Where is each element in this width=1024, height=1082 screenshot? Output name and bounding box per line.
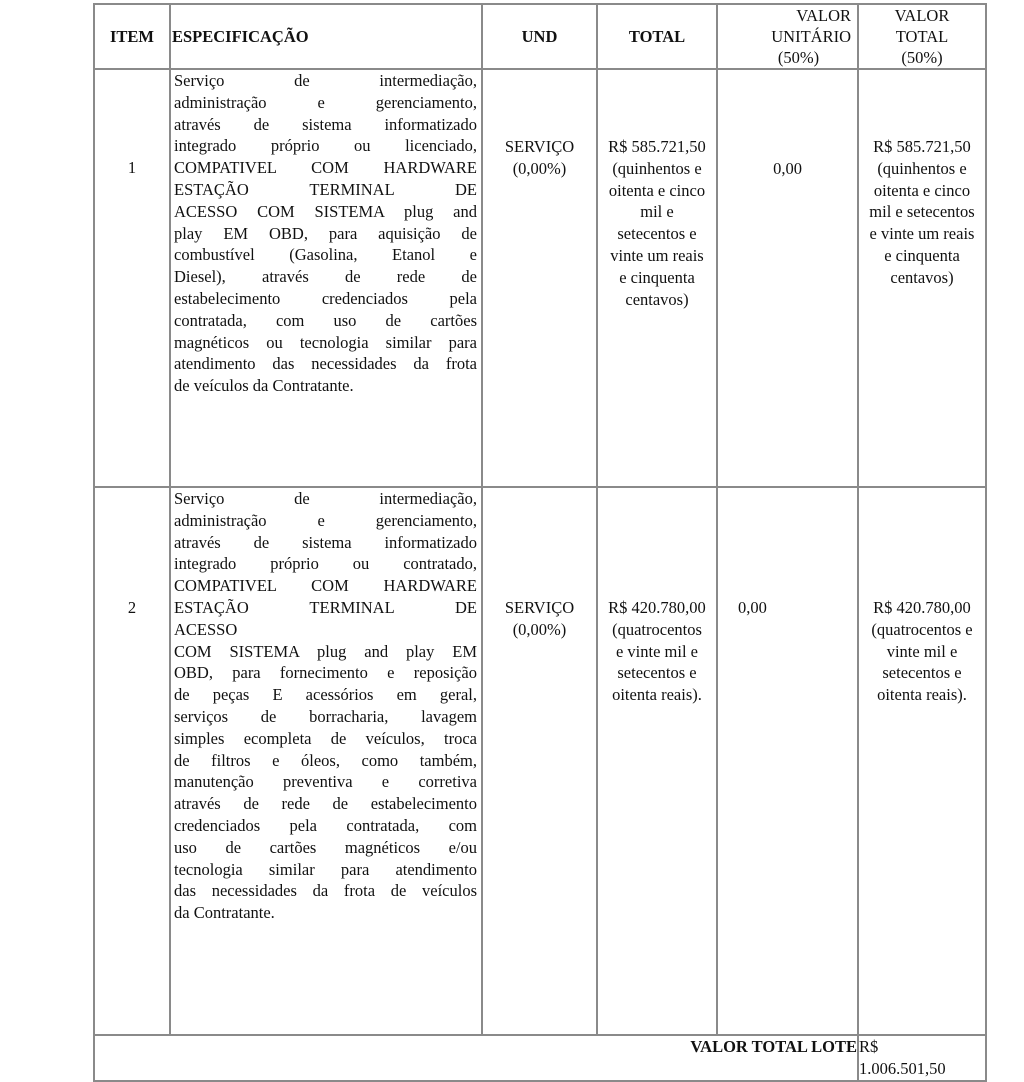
total-line: vinte um reais bbox=[610, 245, 704, 265]
total-line: oitenta e cinco bbox=[608, 180, 706, 200]
header-vt-line: (50%) bbox=[901, 48, 943, 67]
total-text bbox=[598, 136, 716, 310]
total-line: setecentos e bbox=[617, 663, 697, 683]
valor-total-line: (quatrocentos e bbox=[871, 619, 973, 639]
total-line: e vinte mil e bbox=[615, 641, 699, 661]
item-valor-total bbox=[858, 69, 986, 487]
valor-total-line: setecentos e bbox=[882, 663, 962, 683]
total-line: R$ 585.721,50 bbox=[608, 137, 706, 156]
item-number: 2 bbox=[94, 487, 170, 1035]
total-text bbox=[598, 597, 716, 706]
total-line: R$ 420.780,00 bbox=[608, 598, 706, 617]
spec-line: estabelecimento credenciados pela bbox=[174, 288, 477, 308]
total-line: setecentos e bbox=[617, 224, 697, 244]
spec-line: COMPATIVEL COM HARDWARE bbox=[174, 158, 477, 178]
valor-total-line: e vinte um reais bbox=[869, 224, 975, 244]
total-line: centavos) bbox=[625, 289, 689, 309]
spec-line: Diesel), através de rede de bbox=[174, 267, 477, 287]
spec-line: através de sistema informatizado bbox=[174, 532, 477, 552]
und-line: (0,00%) bbox=[512, 158, 567, 178]
total-lote-label: VALOR TOTAL LOTE bbox=[94, 1035, 858, 1081]
valor-total-line: R$ 420.780,00 bbox=[873, 598, 971, 617]
spec-line: da Contratante. bbox=[174, 903, 275, 923]
spec-line: atendimento das necessidades da frota bbox=[174, 354, 477, 374]
spec-line: Serviço de intermediação, bbox=[174, 489, 477, 508]
spec-line: play EM OBD, para aquisição de bbox=[174, 223, 477, 243]
spec-text bbox=[171, 70, 481, 397]
valor-total-line: (quinhentos e bbox=[877, 158, 967, 178]
total-lote-value-line: 1.006.501,50 bbox=[859, 1058, 946, 1078]
spec-line: das necessidades da frota de veículos bbox=[174, 881, 477, 901]
spec-line: ESTAÇÃO TERMINAL DE bbox=[174, 179, 477, 199]
item-valor-unitario: 0,00 bbox=[717, 487, 858, 1035]
price-table bbox=[93, 3, 987, 1082]
item-total bbox=[597, 487, 717, 1035]
valor-total-line: e cinquenta bbox=[884, 245, 960, 265]
total-line: (quinhentos e bbox=[612, 158, 702, 178]
item-valor-total bbox=[858, 487, 986, 1035]
spec-text bbox=[171, 488, 481, 924]
valor-total-line: vinte mil e bbox=[886, 641, 958, 661]
spec-line: de peças E acessórios em geral, bbox=[174, 685, 477, 705]
spec-line: Serviço de intermediação, bbox=[174, 71, 477, 90]
header-vt-line: TOTAL bbox=[895, 27, 949, 46]
spec-line: contratada, com uso de cartões bbox=[174, 310, 477, 330]
valor-total-line: centavos) bbox=[890, 267, 954, 287]
item-spec bbox=[170, 487, 482, 1035]
item-number: 1 bbox=[94, 69, 170, 487]
spec-line: de filtros e óleos, como também, bbox=[174, 750, 477, 770]
total-line: mil e bbox=[640, 202, 674, 222]
total-line: e cinquenta bbox=[619, 267, 695, 287]
header-spec: ESPECIFICAÇÃO bbox=[170, 4, 482, 69]
total-line: oitenta reais). bbox=[612, 685, 702, 705]
spec-line: ACESSO COM SISTEMA plug and bbox=[174, 201, 477, 221]
und-line: SERVIÇO bbox=[504, 598, 575, 617]
spec-line: serviços de borracharia, lavagem bbox=[174, 706, 477, 726]
header-vu-line: (50%) bbox=[777, 48, 820, 67]
header-vu-line: UNITÁRIO bbox=[771, 27, 851, 46]
valor-total-line: oitenta reais). bbox=[877, 685, 967, 705]
valor-total-line: mil e setecentos bbox=[869, 202, 975, 222]
spec-line: de veículos da Contratante. bbox=[174, 376, 354, 396]
item-spec bbox=[170, 69, 482, 487]
spec-line: integrado próprio ou contratado, bbox=[174, 554, 477, 574]
item-und bbox=[482, 69, 597, 487]
spec-line: ESTAÇÃO TERMINAL DE bbox=[174, 597, 477, 617]
item-und bbox=[482, 487, 597, 1035]
table-header-row bbox=[94, 4, 986, 69]
table-row bbox=[94, 487, 986, 1035]
header-vu-line: VALOR bbox=[796, 6, 851, 25]
spec-line: ACESSO bbox=[174, 619, 238, 639]
header-item: ITEM bbox=[94, 4, 170, 69]
valor-total-line: oitenta e cinco bbox=[873, 180, 971, 200]
total-lote-value-line: R$ bbox=[859, 1037, 879, 1056]
spec-line: simples ecompleta de veículos, troca bbox=[174, 728, 477, 748]
spec-line: administração e gerenciamento, bbox=[174, 92, 477, 112]
header-valor-total bbox=[858, 4, 986, 69]
spec-line: através de sistema informatizado bbox=[174, 114, 477, 134]
header-vt-line: VALOR bbox=[894, 6, 950, 25]
spec-line: magnéticos ou tecnologia similar para bbox=[174, 332, 477, 352]
spec-line: OBD, para fornecimento e reposição bbox=[174, 663, 477, 683]
header-total: TOTAL bbox=[597, 4, 717, 69]
table-row bbox=[94, 69, 986, 487]
valor-total-text bbox=[859, 597, 985, 706]
spec-line: uso de cartões magnéticos e/ou bbox=[174, 837, 477, 857]
total-lote-value bbox=[858, 1035, 986, 1081]
spec-line: através de rede de estabelecimento bbox=[174, 794, 477, 814]
spec-line: manutenção preventiva e corretiva bbox=[174, 772, 477, 792]
spec-line: tecnologia similar para atendimento bbox=[174, 859, 477, 879]
spec-line: COM SISTEMA plug and play EM bbox=[174, 641, 477, 661]
spec-line: administração e gerenciamento, bbox=[174, 510, 477, 530]
und-line: SERVIÇO bbox=[504, 137, 575, 156]
total-lote-row bbox=[94, 1035, 986, 1081]
item-total bbox=[597, 69, 717, 487]
und-line: (0,00%) bbox=[512, 619, 567, 639]
valor-total-line: R$ 585.721,50 bbox=[873, 137, 971, 156]
spec-line: combustível (Gasolina, Etanol e bbox=[174, 245, 477, 265]
item-valor-unitario: 0,00 bbox=[717, 69, 858, 487]
spec-line: credenciados pela contratada, com bbox=[174, 815, 477, 835]
header-valor-unitario bbox=[717, 4, 858, 69]
spec-line: integrado próprio ou licenciado, bbox=[174, 136, 477, 156]
header-und: UND bbox=[482, 4, 597, 69]
valor-total-text bbox=[859, 136, 985, 289]
spec-line: COMPATIVEL COM HARDWARE bbox=[174, 576, 477, 596]
total-line: (quatrocentos bbox=[612, 619, 702, 639]
